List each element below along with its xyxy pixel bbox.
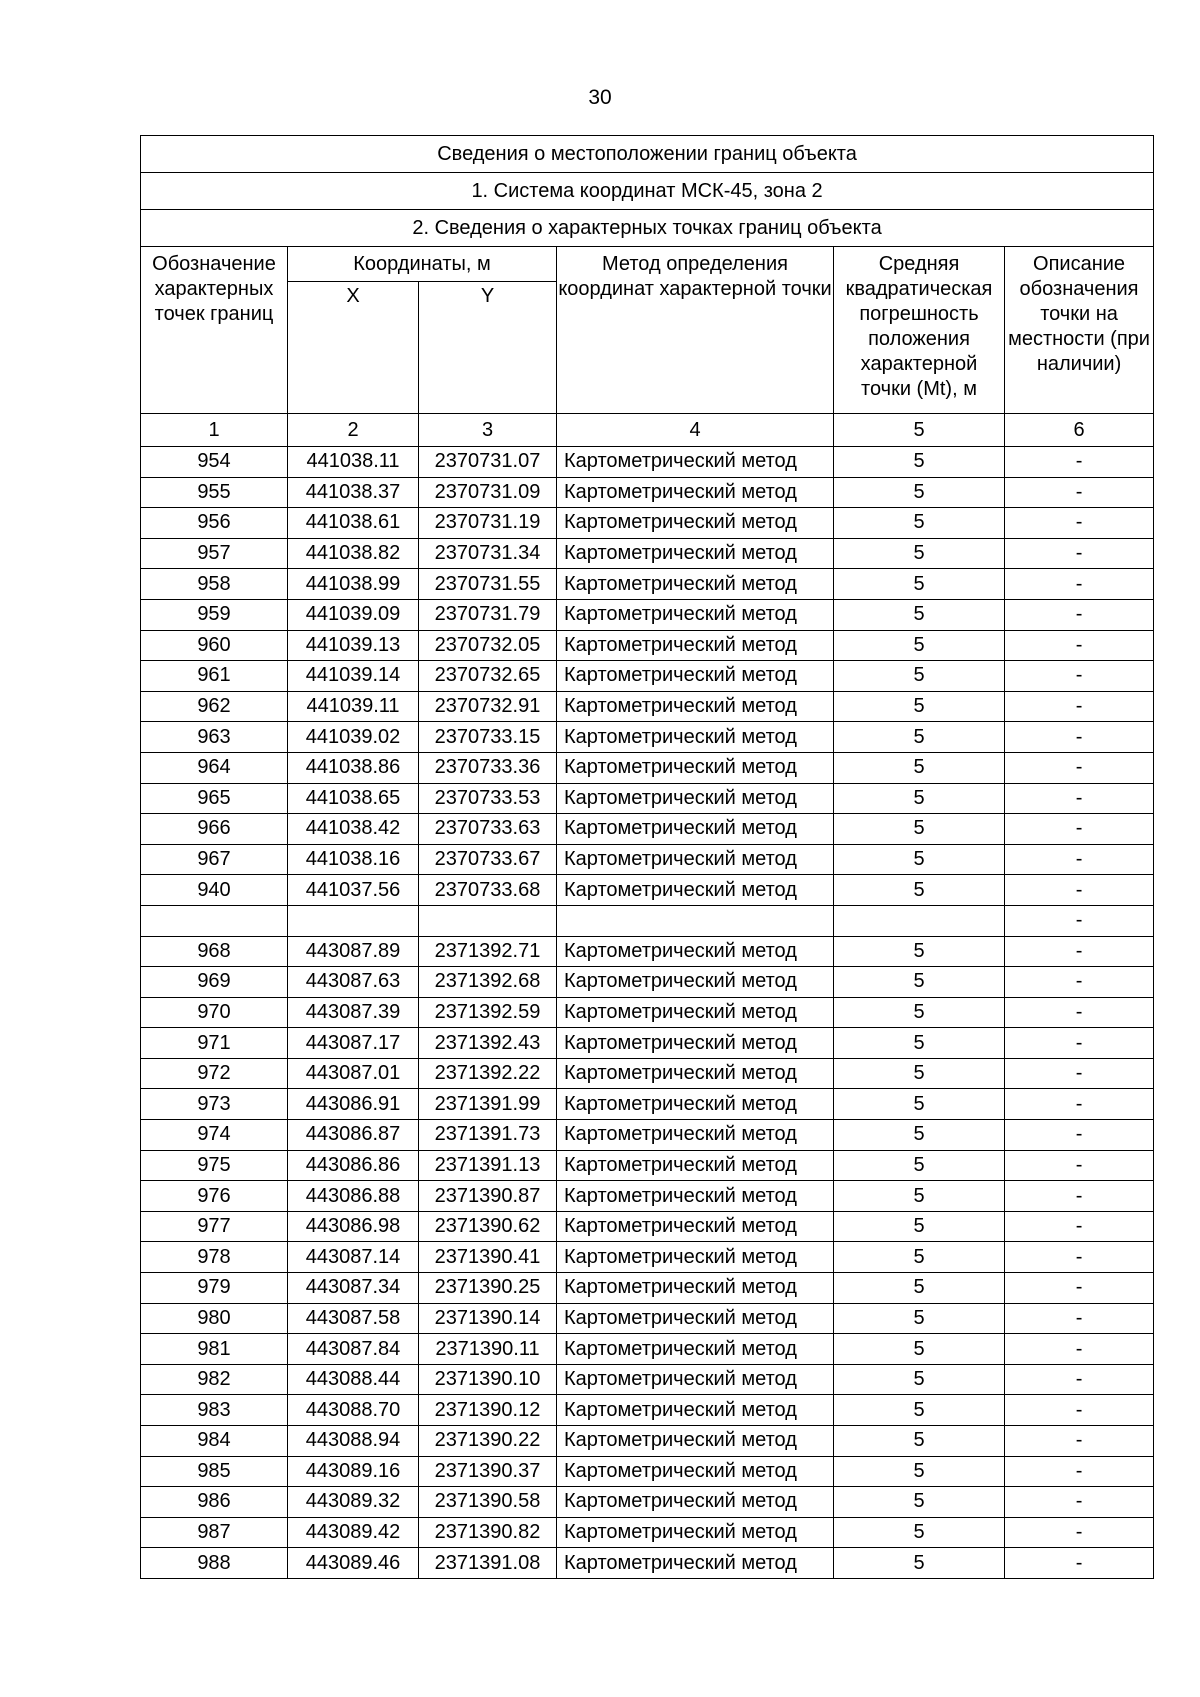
table-row <box>141 875 1154 906</box>
point-number-cell: 975 <box>141 1150 288 1181</box>
method-cell: Картометрический метод <box>557 1211 834 1242</box>
method-cell: Картометрический метод <box>557 783 834 814</box>
method-cell: Картометрический метод <box>557 1028 834 1059</box>
y-coordinate-cell: 2370731.79 <box>419 599 557 630</box>
x-coordinate-cell: 443088.44 <box>288 1364 419 1395</box>
x-coordinate-cell <box>288 905 419 936</box>
table-row <box>141 1150 1154 1181</box>
error-cell: 5 <box>834 936 1005 967</box>
x-coordinate-cell: 441038.65 <box>288 783 419 814</box>
method-cell: Картометрический метод <box>557 1456 834 1487</box>
point-number-cell: 962 <box>141 691 288 722</box>
method-cell: Картометрический метод <box>557 538 834 569</box>
table-row <box>141 1517 1154 1548</box>
error-cell: 5 <box>834 1334 1005 1365</box>
error-cell: 5 <box>834 814 1005 845</box>
y-coordinate-cell: 2371391.99 <box>419 1089 557 1120</box>
description-cell: - <box>1005 844 1154 875</box>
error-cell: 5 <box>834 1487 1005 1518</box>
y-coordinate-cell: 2371390.62 <box>419 1211 557 1242</box>
y-coordinate-cell: 2371390.11 <box>419 1334 557 1365</box>
description-cell: - <box>1005 1395 1154 1426</box>
y-coordinate-cell: 2371390.10 <box>419 1364 557 1395</box>
header-x: X <box>288 282 419 414</box>
y-coordinate-cell: 2371392.43 <box>419 1028 557 1059</box>
table-row <box>141 722 1154 753</box>
x-coordinate-cell: 441038.61 <box>288 508 419 539</box>
x-coordinate-cell: 441038.82 <box>288 538 419 569</box>
method-cell: Картометрический метод <box>557 1120 834 1151</box>
error-cell: 5 <box>834 875 1005 906</box>
description-cell: - <box>1005 1181 1154 1212</box>
error-cell: 5 <box>834 691 1005 722</box>
description-cell: - <box>1005 1211 1154 1242</box>
y-coordinate-cell: 2370732.65 <box>419 661 557 692</box>
method-cell: Картометрический метод <box>557 814 834 845</box>
x-coordinate-cell: 443087.58 <box>288 1303 419 1334</box>
point-number-cell: 985 <box>141 1456 288 1487</box>
y-coordinate-cell: 2370733.67 <box>419 844 557 875</box>
x-coordinate-cell: 441039.14 <box>288 661 419 692</box>
point-number-cell: 969 <box>141 967 288 998</box>
method-cell: Картометрический метод <box>557 997 834 1028</box>
section-title: 2. Сведения о характерных точках границ объекта <box>141 210 1154 247</box>
point-number-cell: 960 <box>141 630 288 661</box>
y-coordinate-cell: 2370731.19 <box>419 508 557 539</box>
error-cell: 5 <box>834 1028 1005 1059</box>
table-row <box>141 1426 1154 1457</box>
description-cell: - <box>1005 1058 1154 1089</box>
method-cell: Картометрический метод <box>557 752 834 783</box>
point-number-cell: 958 <box>141 569 288 600</box>
point-number-cell: 976 <box>141 1181 288 1212</box>
method-cell: Картометрический метод <box>557 1517 834 1548</box>
method-cell: Картометрический метод <box>557 1487 834 1518</box>
table-row <box>141 844 1154 875</box>
x-coordinate-cell: 441038.37 <box>288 477 419 508</box>
description-cell: - <box>1005 508 1154 539</box>
table-row <box>141 1334 1154 1365</box>
coordinate-system: 1. Система координат МСК-45, зона 2 <box>141 173 1154 210</box>
x-coordinate-cell: 443087.84 <box>288 1334 419 1365</box>
point-number-cell: 970 <box>141 997 288 1028</box>
method-cell: Картометрический метод <box>557 1089 834 1120</box>
description-cell: - <box>1005 1487 1154 1518</box>
description-cell: - <box>1005 1273 1154 1304</box>
boundary-points-table <box>140 135 1154 1579</box>
error-cell: 5 <box>834 752 1005 783</box>
method-cell: Картометрический метод <box>557 844 834 875</box>
table-row <box>141 783 1154 814</box>
table-row <box>141 569 1154 600</box>
method-cell: Картометрический метод <box>557 630 834 661</box>
header-coordinates: Координаты, м <box>288 247 557 282</box>
method-cell: Картометрический метод <box>557 1548 834 1579</box>
x-coordinate-cell: 443089.32 <box>288 1487 419 1518</box>
y-coordinate-cell: 2371391.73 <box>419 1120 557 1151</box>
description-cell: - <box>1005 875 1154 906</box>
point-number-cell: 954 <box>141 447 288 478</box>
column-number: 5 <box>834 414 1005 447</box>
y-coordinate-cell: 2370732.05 <box>419 630 557 661</box>
x-coordinate-cell: 443086.88 <box>288 1181 419 1212</box>
description-cell: - <box>1005 1028 1154 1059</box>
error-cell: 5 <box>834 1303 1005 1334</box>
method-cell: Картометрический метод <box>557 508 834 539</box>
description-cell: - <box>1005 1334 1154 1365</box>
y-coordinate-cell <box>419 905 557 936</box>
error-cell: 5 <box>834 447 1005 478</box>
error-cell: 5 <box>834 569 1005 600</box>
point-number-cell: 967 <box>141 844 288 875</box>
description-cell: - <box>1005 1364 1154 1395</box>
error-cell: 5 <box>834 967 1005 998</box>
description-cell: - <box>1005 691 1154 722</box>
point-number-cell: 982 <box>141 1364 288 1395</box>
description-cell: - <box>1005 722 1154 753</box>
y-coordinate-cell: 2371390.58 <box>419 1487 557 1518</box>
point-number-cell: 971 <box>141 1028 288 1059</box>
point-number-cell: 987 <box>141 1517 288 1548</box>
table-row <box>141 1120 1154 1151</box>
description-cell: - <box>1005 1303 1154 1334</box>
table-row <box>141 1058 1154 1089</box>
y-coordinate-cell: 2371390.12 <box>419 1395 557 1426</box>
description-cell: - <box>1005 1426 1154 1457</box>
header-method: Метод определения координат характерной точки <box>557 247 834 414</box>
table-row <box>141 1364 1154 1395</box>
error-cell: 5 <box>834 1364 1005 1395</box>
table-row <box>141 967 1154 998</box>
method-cell: Картометрический метод <box>557 1426 834 1457</box>
error-cell: 5 <box>834 722 1005 753</box>
table-row <box>141 1456 1154 1487</box>
y-coordinate-cell: 2371390.22 <box>419 1426 557 1457</box>
header-error: Средняя квадратическая погрешность положения характерной точки (Mt), м <box>834 247 1005 414</box>
header-designation: Обозначение характерных точек границ <box>141 247 288 414</box>
error-cell: 5 <box>834 1242 1005 1273</box>
y-coordinate-cell: 2371392.59 <box>419 997 557 1028</box>
point-number-cell: 977 <box>141 1211 288 1242</box>
error-cell: 5 <box>834 1150 1005 1181</box>
y-coordinate-cell: 2371390.87 <box>419 1181 557 1212</box>
method-cell: Картометрический метод <box>557 1058 834 1089</box>
y-coordinate-cell: 2371392.68 <box>419 967 557 998</box>
error-cell: 5 <box>834 1395 1005 1426</box>
table-row <box>141 477 1154 508</box>
method-cell: Картометрический метод <box>557 1303 834 1334</box>
point-number-cell: 961 <box>141 661 288 692</box>
y-coordinate-cell: 2371391.08 <box>419 1548 557 1579</box>
error-cell <box>834 905 1005 936</box>
method-cell: Картометрический метод <box>557 599 834 630</box>
error-cell: 5 <box>834 844 1005 875</box>
table-title: Сведения о местоположении границ объекта <box>141 136 1154 173</box>
table-row <box>141 1487 1154 1518</box>
x-coordinate-cell: 443087.01 <box>288 1058 419 1089</box>
description-cell: - <box>1005 752 1154 783</box>
table-row <box>141 1242 1154 1273</box>
point-number-cell: 988 <box>141 1548 288 1579</box>
y-coordinate-cell: 2371391.13 <box>419 1150 557 1181</box>
x-coordinate-cell: 443088.70 <box>288 1395 419 1426</box>
point-number-cell: 972 <box>141 1058 288 1089</box>
y-coordinate-cell: 2370732.91 <box>419 691 557 722</box>
description-cell: - <box>1005 936 1154 967</box>
method-cell <box>557 905 834 936</box>
method-cell: Картометрический метод <box>557 1395 834 1426</box>
y-coordinate-cell: 2370733.36 <box>419 752 557 783</box>
x-coordinate-cell: 443087.34 <box>288 1273 419 1304</box>
description-cell: - <box>1005 1120 1154 1151</box>
table-row <box>141 814 1154 845</box>
method-cell: Картометрический метод <box>557 477 834 508</box>
x-coordinate-cell: 441039.13 <box>288 630 419 661</box>
x-coordinate-cell: 441038.16 <box>288 844 419 875</box>
y-coordinate-cell: 2371392.71 <box>419 936 557 967</box>
error-cell: 5 <box>834 661 1005 692</box>
x-coordinate-cell: 441038.86 <box>288 752 419 783</box>
method-cell: Картометрический метод <box>557 967 834 998</box>
y-coordinate-cell: 2370733.68 <box>419 875 557 906</box>
point-number-cell: 986 <box>141 1487 288 1518</box>
x-coordinate-cell: 443089.46 <box>288 1548 419 1579</box>
x-coordinate-cell: 441039.09 <box>288 599 419 630</box>
description-cell: - <box>1005 1517 1154 1548</box>
header-description: Описание обозначения точки на местности (при наличии) <box>1005 247 1154 414</box>
x-coordinate-cell: 443089.42 <box>288 1517 419 1548</box>
method-cell: Картометрический метод <box>557 1364 834 1395</box>
x-coordinate-cell: 441039.02 <box>288 722 419 753</box>
x-coordinate-cell: 443087.14 <box>288 1242 419 1273</box>
y-coordinate-cell: 2371390.25 <box>419 1273 557 1304</box>
description-cell: - <box>1005 1548 1154 1579</box>
error-cell: 5 <box>834 630 1005 661</box>
point-number-cell: 966 <box>141 814 288 845</box>
table-row <box>141 1181 1154 1212</box>
table-row <box>141 936 1154 967</box>
point-number-cell: 983 <box>141 1395 288 1426</box>
description-cell: - <box>1005 814 1154 845</box>
method-cell: Картометрический метод <box>557 1150 834 1181</box>
error-cell: 5 <box>834 1517 1005 1548</box>
table-row <box>141 1303 1154 1334</box>
y-coordinate-cell: 2370733.15 <box>419 722 557 753</box>
error-cell: 5 <box>834 1548 1005 1579</box>
error-cell: 5 <box>834 477 1005 508</box>
x-coordinate-cell: 441037.56 <box>288 875 419 906</box>
description-cell: - <box>1005 538 1154 569</box>
method-cell: Картометрический метод <box>557 661 834 692</box>
table-row <box>141 599 1154 630</box>
point-number-cell: 984 <box>141 1426 288 1457</box>
error-cell: 5 <box>834 1426 1005 1457</box>
x-coordinate-cell: 443086.86 <box>288 1150 419 1181</box>
table-row <box>141 905 1154 936</box>
column-number: 2 <box>288 414 419 447</box>
description-cell: - <box>1005 1089 1154 1120</box>
x-coordinate-cell: 443087.39 <box>288 997 419 1028</box>
table-row <box>141 1028 1154 1059</box>
x-coordinate-cell: 443087.17 <box>288 1028 419 1059</box>
method-cell: Картометрический метод <box>557 1273 834 1304</box>
y-coordinate-cell: 2371390.37 <box>419 1456 557 1487</box>
column-number: 3 <box>419 414 557 447</box>
error-cell: 5 <box>834 783 1005 814</box>
y-coordinate-cell: 2371392.22 <box>419 1058 557 1089</box>
error-cell: 5 <box>834 1273 1005 1304</box>
description-cell: - <box>1005 599 1154 630</box>
description-cell: - <box>1005 1150 1154 1181</box>
description-cell: - <box>1005 477 1154 508</box>
method-cell: Картометрический метод <box>557 1181 834 1212</box>
point-number-cell: 959 <box>141 599 288 630</box>
y-coordinate-cell: 2371390.14 <box>419 1303 557 1334</box>
table-row <box>141 1548 1154 1579</box>
page-number: 30 <box>588 86 612 109</box>
point-number-cell: 973 <box>141 1089 288 1120</box>
error-cell: 5 <box>834 1211 1005 1242</box>
table-row <box>141 752 1154 783</box>
point-number-cell: 956 <box>141 508 288 539</box>
table-row <box>141 1395 1154 1426</box>
method-cell: Картометрический метод <box>557 691 834 722</box>
point-number-cell: 963 <box>141 722 288 753</box>
column-number: 4 <box>557 414 834 447</box>
error-cell: 5 <box>834 1181 1005 1212</box>
description-cell: - <box>1005 783 1154 814</box>
y-coordinate-cell: 2371390.41 <box>419 1242 557 1273</box>
method-cell: Картометрический метод <box>557 875 834 906</box>
error-cell: 5 <box>834 997 1005 1028</box>
point-number-cell: 957 <box>141 538 288 569</box>
table-row <box>141 447 1154 478</box>
y-coordinate-cell: 2370733.53 <box>419 783 557 814</box>
y-coordinate-cell: 2371390.82 <box>419 1517 557 1548</box>
point-number-cell <box>141 905 288 936</box>
table-row <box>141 691 1154 722</box>
table-row <box>141 1211 1154 1242</box>
y-coordinate-cell: 2370731.09 <box>419 477 557 508</box>
point-number-cell: 981 <box>141 1334 288 1365</box>
point-number-cell: 980 <box>141 1303 288 1334</box>
description-cell: - <box>1005 630 1154 661</box>
point-number-cell: 979 <box>141 1273 288 1304</box>
point-number-cell: 955 <box>141 477 288 508</box>
table-row <box>141 661 1154 692</box>
description-cell: - <box>1005 447 1154 478</box>
error-cell: 5 <box>834 538 1005 569</box>
table-row <box>141 1273 1154 1304</box>
method-cell: Картометрический метод <box>557 569 834 600</box>
x-coordinate-cell: 443086.91 <box>288 1089 419 1120</box>
method-cell: Картометрический метод <box>557 1334 834 1365</box>
x-coordinate-cell: 443086.87 <box>288 1120 419 1151</box>
point-number-cell: 978 <box>141 1242 288 1273</box>
method-cell: Картометрический метод <box>557 447 834 478</box>
error-cell: 5 <box>834 508 1005 539</box>
y-coordinate-cell: 2370731.55 <box>419 569 557 600</box>
method-cell: Картометрический метод <box>557 936 834 967</box>
x-coordinate-cell: 443086.98 <box>288 1211 419 1242</box>
x-coordinate-cell: 443087.63 <box>288 967 419 998</box>
point-number-cell: 974 <box>141 1120 288 1151</box>
y-coordinate-cell: 2370731.34 <box>419 538 557 569</box>
header-y: Y <box>419 282 557 414</box>
column-number: 1 <box>141 414 288 447</box>
table-row <box>141 1089 1154 1120</box>
x-coordinate-cell: 441038.42 <box>288 814 419 845</box>
error-cell: 5 <box>834 599 1005 630</box>
description-cell: - <box>1005 1456 1154 1487</box>
error-cell: 5 <box>834 1058 1005 1089</box>
description-cell: - <box>1005 661 1154 692</box>
column-number: 6 <box>1005 414 1154 447</box>
y-coordinate-cell: 2370733.63 <box>419 814 557 845</box>
x-coordinate-cell: 441039.11 <box>288 691 419 722</box>
point-number-cell: 964 <box>141 752 288 783</box>
description-cell: - <box>1005 905 1154 936</box>
description-cell: - <box>1005 1242 1154 1273</box>
error-cell: 5 <box>834 1120 1005 1151</box>
error-cell: 5 <box>834 1456 1005 1487</box>
table-row <box>141 538 1154 569</box>
method-cell: Картометрический метод <box>557 722 834 753</box>
y-coordinate-cell: 2370731.07 <box>419 447 557 478</box>
x-coordinate-cell: 443089.16 <box>288 1456 419 1487</box>
table-row <box>141 508 1154 539</box>
error-cell: 5 <box>834 1089 1005 1120</box>
method-cell: Картометрический метод <box>557 1242 834 1273</box>
point-number-cell: 968 <box>141 936 288 967</box>
x-coordinate-cell: 441038.11 <box>288 447 419 478</box>
table-row <box>141 997 1154 1028</box>
point-number-cell: 940 <box>141 875 288 906</box>
description-cell: - <box>1005 967 1154 998</box>
x-coordinate-cell: 443087.89 <box>288 936 419 967</box>
x-coordinate-cell: 443088.94 <box>288 1426 419 1457</box>
point-number-cell: 965 <box>141 783 288 814</box>
description-cell: - <box>1005 569 1154 600</box>
x-coordinate-cell: 441038.99 <box>288 569 419 600</box>
description-cell: - <box>1005 997 1154 1028</box>
table-row <box>141 630 1154 661</box>
